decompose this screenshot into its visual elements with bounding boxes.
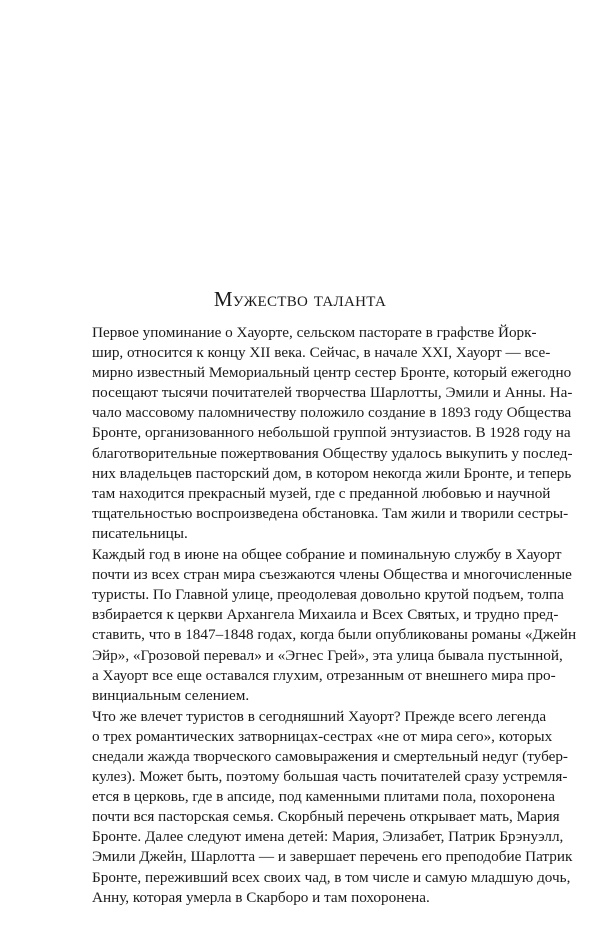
paragraph — [67, 707, 573, 908]
text-line: Эмили Джейн, Шарлотта — и завершает перечень его преподобие Патрик — [92, 848, 573, 866]
text-line: Бронте, переживший всех своих чад, в том числе и самую младшую дочь, — [92, 868, 571, 886]
text-line: них владельцев пасторский дом, в котором некогда жили Бронте, и теперь — [92, 464, 572, 482]
chapter-body — [67, 323, 577, 909]
chapter-title: Мужество таланта — [213, 287, 387, 311]
text-line: снедали жажда творческого самовыражения и смертельный недуг (тубер- — [92, 747, 568, 765]
text-line: Каждый год в июне на общее собрание и поминальную службу в Хауорт — [92, 546, 562, 564]
text-line: Бронте. Далее следуют имена детей: Мария, Элизабет, Патрик Брэнуэлл, — [92, 828, 564, 846]
text-line: писательницы. — [92, 524, 188, 542]
text-line: почти из всех стран мира съезжаются члены Общества и многочисленные — [92, 566, 572, 584]
paragraph — [67, 323, 573, 544]
text-line: чало массовому паломничеству положило создание в 1893 году Общества — [92, 404, 572, 422]
text-line: тщательностью воспроизведена обстановка. Там жили и творили сестры- — [92, 504, 569, 522]
text-line: а Хауорт все еще оставался глухим, отрезанным от внешнего мира про- — [92, 666, 556, 684]
text-line: Анну, которая умерла в Скарборо и там похоронена. — [92, 888, 430, 906]
text-line: мирно известный Мемориальный центр сестер Бронте, который ежегодно — [92, 364, 572, 382]
text-line: туристы. По Главной улице, преодолевая довольно крутой подъем, толпа — [92, 586, 564, 604]
text-line: взбирается к церкви Архангела Михаила и Всех Святых, и трудно пред- — [92, 606, 559, 624]
text-line: кулез). Может быть, поэтому большая часть почитателей сразу устремля- — [92, 768, 568, 786]
text-line: шир, относится к концу XII века. Сейчас, в начале XXI, Хауорт — все- — [92, 344, 551, 362]
text-line: Что же влечет туристов в сегодняшний Хауорт? Прежде всего легенда — [92, 707, 547, 725]
text-line: ставить, что в 1847–1848 годах, когда были опубликованы романы «Джейн — [92, 626, 577, 644]
text-line: благотворительные пожертвования Обществу удалось выкупить у послед- — [92, 444, 573, 462]
text-line: о трех романтических затворницах-сестрах «не от мира сего», которых — [92, 727, 553, 745]
text-line: Бронте, организованного небольшой группой энтузиастов. В 1928 году на — [92, 424, 571, 442]
text-line: Эйр», «Грозовой перевал» и «Эгнес Грей», эта улица бывала пустынной, — [92, 646, 563, 664]
paragraph — [67, 545, 577, 706]
text-line: Первое упоминание о Хауорте, сельском пасторате в графстве Йорк- — [92, 324, 537, 341]
text-line: ется в церковь, где в апсиде, под каменными плитами пола, похоронена — [92, 788, 556, 806]
text-line: винциальным селением. — [92, 686, 250, 704]
text-line: почти вся пасторская семья. Скорбный перечень открывает мать, Мария — [92, 808, 560, 826]
text-line: там находится прекрасный музей, где с преданной любовью и научной — [92, 484, 551, 502]
text-line: посещают тысячи почитателей творчества Шарлотты, Эмили и Анны. На- — [92, 384, 573, 402]
